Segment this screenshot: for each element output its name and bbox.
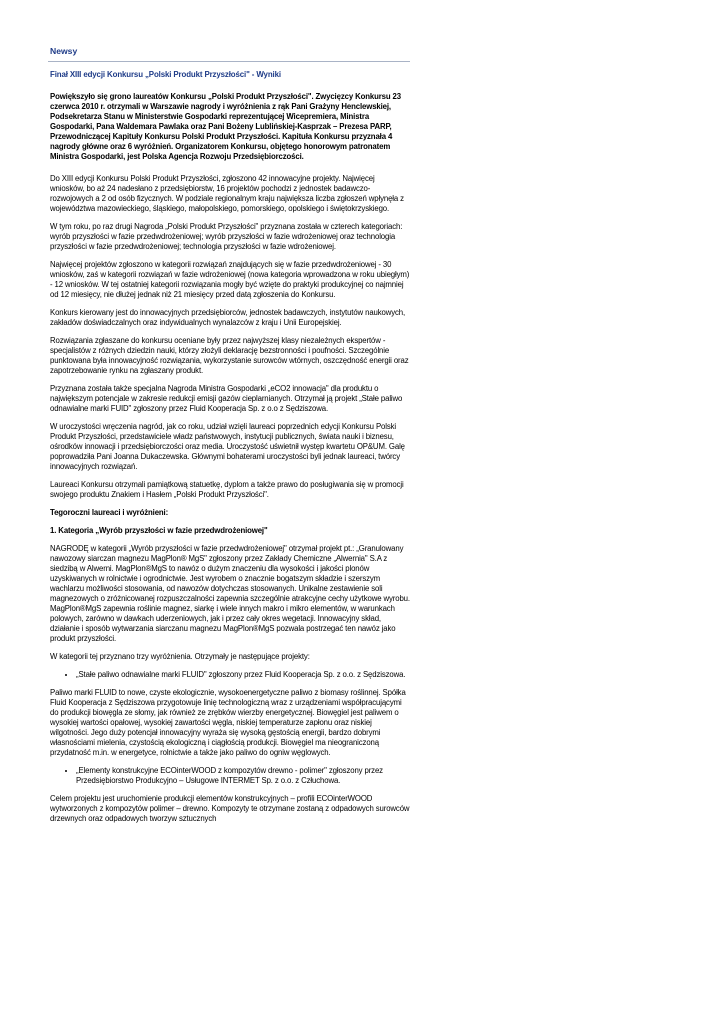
article-paragraph: Najwięcej projektów zgłoszono w kategorii rozwiązań znajdujących się w fazie przedwdrożeniowej - 30 wniosków, zaś w kategorii rozwiązań w fazie wdrożeniowej (nowa kategoria wprowadzona w roku ubiegłym) - 12 wniosków. W tej ostatniej kategorii rozwiązania mogły być wzięte do praktyki produkcyjnej co najmniej od 12 miesięcy, nie dłużej jednak niż 21 miesięcy przed datą zgłoszenia do Konkursu. xyxy=(50,260,410,299)
article-paragraph: Rozwiązania zgłaszane do konkursu oceniane były przez najwyższej klasy niezależnych ekspertów - specjalistów z różnych dziedzin nauki, którzy złożyli deklarację bezstronności i poufności. Szczególnie punktowana była innowacyjność rozwiązania, wykorzystanie surowców wtórnych, oszczędność energii oraz zapotrzebowanie rynku na zgłaszany produkt. xyxy=(50,336,409,375)
distinction-list xyxy=(50,766,410,786)
article-paragraph: Przyznana została także specjalna Nagroda Ministra Gospodarki „eCO2 innowacja" dla produktu o największym potencjale w zakresie redukcji emisji gazów cieplarnianych. Otrzymał ją projekt „Stałe paliwo odnawialne marki FUID" zgłoszony przez Fluid Kooperacja Sp. z o.o z Sędziszowa. xyxy=(50,384,403,413)
section-divider xyxy=(48,61,410,62)
article-paragraph: Do XIII edycji Konkursu Polski Produkt Przyszłości, zgłoszono 42 innowacyjne projekty. Najwięcej wniosków, bo aż 24 nadesłano z przedsiębiorstw, 16 projektów pochodzi z jednostek badawczo-rozwojowych a 2 od osób fizycznych. W podziale regionalnym kraju największa liczba zgłoszeń wpłynęła z województwa mazowieckiego, śląskiego, małopolskiego, pomorskiego, opolskiego i świętokrzyskiego. xyxy=(50,174,404,213)
category-paragraph: W kategorii tej przyznano trzy wyróżnienia. Otrzymały je następujące projekty: xyxy=(50,652,310,661)
article-paragraph: W uroczystości wręczenia nagród, jak co roku, udział wzięli laureaci poprzednich edycji Konkursu Polski Produkt Przyszłości, przedstawiciele władz państwowych, instytucji publicznych, świata nauki i biznesu, ośrodków innowacji i przedsiębiorczości oraz media. Uroczystość uświetnił występ kwartetu OP&UM. Galę poprowadziła Pani Joanna Dukaczewska. Głównymi bohaterami uroczystości byli jednak laureaci, twórcy innowacyjnych rozwiązań. xyxy=(50,422,405,471)
article-title: Finał XIII edycji Konkursu „Polski Produkt Przyszłości" - Wyniki xyxy=(50,70,281,79)
article-lead: Powiększyło się grono laureatów Konkursu „Polski Produkt Przyszłości". Zwycięzcy Konkursu 23 czerwca 2010 r. otrzymali w Warszawie nagrody i wyróżnienia z rąk Pani Grażyny Henclewskiej, Podsekretarza Stanu w Ministerstwie Gospodarki reprezentującej Wicepremiera, Ministra Gospodarki, Pana Waldemara Pawlaka oraz Pani Bożeny Lublińskiej-Kasprzak – Prezesa PARP, Przewodniczącej Kapituły Konkursu Polski Produkt Przyszłości. Kapituła Konkursu przyznała 4 nagrody główne oraz 6 wyróżnień. Organizatorem Konkursu, objętego honorowym patronatem Ministra Gospodarki, jest Polska Agencja Rozwoju Przedsiębiorczości. xyxy=(50,92,401,161)
project-description: Paliwo marki FLUID to nowe, czyste ekologicznie, wysokoenergetyczne paliwo z biomasy roślinnej. Spółka Fluid Kooperacja z Sędziszowa przygotowuje linię technologiczną wraz z urządzeniami współpracującymi do produkcji biowęgla ze słomy, jak również ze zrębków wierzby energetycznej. Biowęgiel jest paliwem o wysokiej wartości opałowej, wysokiej zawartości węgla, niskiej temperaturze zapłonu oraz niskiej wilgotności. Jego duży potencjał innowacyjny wyraża się wysoką gęstością energii, bardzo dobrymi własnościami mielenia, czystością ekologiczną i ciągłością produkcji. Biowęgiel ma nieograniczoną przydatność m.in. w energetyce, rolnictwie a także jako paliwo do ogniw węglowych. xyxy=(50,688,406,757)
section-title: Newsy xyxy=(50,46,78,56)
laureates-heading: Tegoroczni laureaci i wyróżnieni: xyxy=(50,508,169,517)
category-heading: 1. Kategoria „Wyrób przyszłości w fazie przedwdrożeniowej" xyxy=(50,526,268,535)
distinction-list xyxy=(50,670,410,680)
list-item: • „Elementy konstrukcyjne ECOinterWOOD z kompozytów drewno - polimer" zgłoszony przez Przedsiębiorstwo Produkcyjno – Usługowe INTERMET Sp. z o.o. z Człuchowa. xyxy=(76,766,410,786)
list-item: • „Stałe paliwo odnawialne marki FLUID" zgłoszony przez Fluid Kooperacja Sp. z o.o. z Sędziszowa. xyxy=(76,670,410,680)
article-paragraph: W tym roku, po raz drugi Nagroda „Polski Produkt Przyszłości" przyznana została w czterech kategoriach: wyrób przyszłości w fazie przedwdrożeniowej; wyrób przyszłości w fazie wdrożeniowej oraz technologia przyszłości w fazie przedwdrożeniowej; technologia przyszłości w fazie wdrożeniowej. xyxy=(50,222,403,251)
article-paragraph: Konkurs kierowany jest do innowacyjnych przedsiębiorców, jednostek badawczych, instytutów naukowych, zakładów doświadczalnych oraz indywidualnych wynalazców z kraju i Unii Europejskiej. xyxy=(50,308,406,327)
article-page xyxy=(50,40,410,832)
category-paragraph: NAGRODĘ w kategorii „Wyrób przyszłości w fazie przedwdrożeniowej" otrzymał projekt pt.: „Granulowany nawozowy siarczan magnezu MagPlon® MgS" zgłoszony przez Zakłady Chemiczne „Alwernia" S.A z siedzibą w Alwerni. MagPlon®MgS to nawóz o dużym znaczeniu dla wysokości i jakości plonów uzyskiwanych w rolnictwie i ogrodnictwie. Jest wyrobem o znacznie bogatszym składzie i szerszym wachlarzu możliwości stosowania, od nawozów dotychczas stosowanych. Unikalne zestawienie soli magnezowych o zróżnicowanej rozpuszczalności zapewnia szczególnie atrakcyjne cechy użytkowe wyrobu. MagPlon®MgS zapewnia roślinie magnez, siarkę i wiele innych makro i mikro elementów, w warunkach polowych, zarówno w dawkach uderzeniowych, jak i przez cały okres wegetacji. Innowacyjny skład, działanie i sposób wytwarzania siarczanu magnezu MagPlon®MgS pozwala postrzegać ten nawóz jako produkt przyszłości. xyxy=(50,544,410,643)
project-description: Celem projektu jest uruchomienie produkcji elementów konstrukcyjnych – profili ECOinterWOOD wytworzonych z kompozytów polimer – drewno. Kompozyty te otrzymane zostaną z odpadowych surowców drzewnych oraz odpadowych tworzyw sztucznych xyxy=(50,794,410,823)
article-paragraph: Laureaci Konkursu otrzymali pamiątkową statuetkę, dyplom a także prawo do posługiwania się w promocji swojego produktu Znakiem i Hasłem „Polski Produkt Przyszłości". xyxy=(50,480,404,499)
